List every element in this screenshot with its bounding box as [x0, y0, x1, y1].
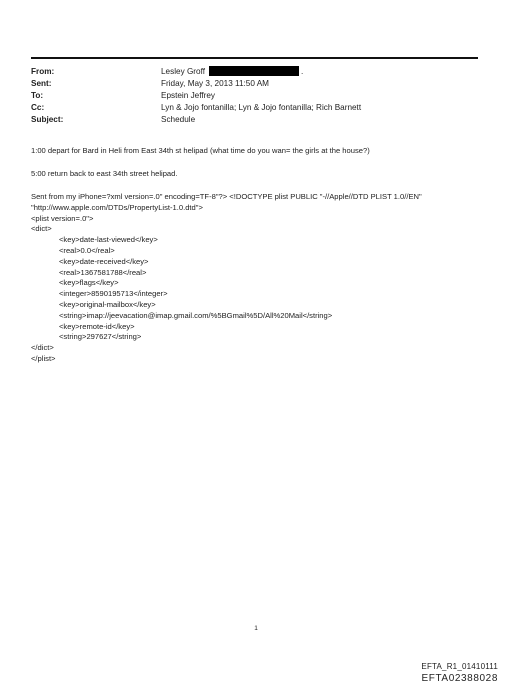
- sent-row: [31, 78, 361, 90]
- body-line-1: [31, 146, 481, 157]
- to-label: To:: [31, 91, 44, 100]
- plist-close-line: </plist>: [31, 353, 56, 363]
- from-suffix: .: [301, 67, 304, 76]
- subject-label: Subject:: [31, 115, 64, 124]
- cc-value: Lyn & Jojo fontanilla; Lyn & Jojo fontanilla; Rich Barnett: [161, 103, 362, 112]
- from-value: [161, 66, 303, 78]
- cc-row: [31, 102, 361, 114]
- from-name: Lesley Groff: [161, 67, 205, 76]
- bates-number-small: EFTA_R1_01410111: [421, 662, 498, 671]
- body-text: 5:00 return back to east 34th street helipad.: [31, 169, 178, 178]
- plist-line: <plist version=.0">: [31, 213, 94, 223]
- dict-line: <key>original-mailbox</key>: [59, 299, 156, 309]
- dict-line: <real>0.0</real>: [59, 245, 115, 255]
- body-line-2: [31, 169, 481, 180]
- sent-label: Sent:: [31, 79, 52, 88]
- bates-number-large: EFTA02388028: [421, 673, 498, 684]
- dict-line: <key>date-last-viewed</key>: [59, 235, 158, 245]
- from-label: From:: [31, 67, 55, 76]
- plist-line: "http://www.apple.com/DTDs/PropertyList-1.0.dtd">: [31, 202, 203, 212]
- plist-line: <dict>: [31, 224, 52, 234]
- redaction-bar: [209, 66, 299, 76]
- to-row: [31, 90, 361, 102]
- from-row: [31, 66, 361, 78]
- cc-label: Cc:: [31, 103, 45, 112]
- dict-line: <string>imap://jeevacation@imap.gmail.com/%5BGmail%5D/All%20Mail</string>: [59, 310, 333, 320]
- page-number: 1: [254, 625, 258, 632]
- header-divider: [31, 57, 478, 59]
- signature-plist: [31, 192, 481, 365]
- subject-value: Schedule: [161, 115, 196, 124]
- body-text: 1:00 depart for Bard in Heli from East 34th st helipad (what time do you wan= the girls at the house?): [31, 146, 370, 155]
- dict-line: <integer>8590195713</integer>: [59, 289, 168, 299]
- dict-line: <key>remote-id</key>: [59, 321, 135, 331]
- dict-line: <key>date-received</key>: [59, 256, 149, 266]
- subject-row: [31, 114, 361, 126]
- plist-close-line: </dict>: [31, 343, 54, 353]
- dict-line: <real>1367581788</real>: [59, 267, 147, 277]
- sent-value: Friday, May 3, 2013 11:50 AM: [161, 79, 270, 88]
- to-value: Epstein Jeffrey: [161, 91, 216, 100]
- plist-line: Sent from my iPhone=?xml version=.0" encoding=TF-8"?> <!DOCTYPE plist PUBLIC "-//Apple//DTD PLIST 1.0//EN": [31, 192, 422, 201]
- email-header: [31, 66, 361, 126]
- dict-line: <key>flags</key>: [59, 278, 119, 288]
- dict-line: <string>297627</string>: [59, 332, 142, 342]
